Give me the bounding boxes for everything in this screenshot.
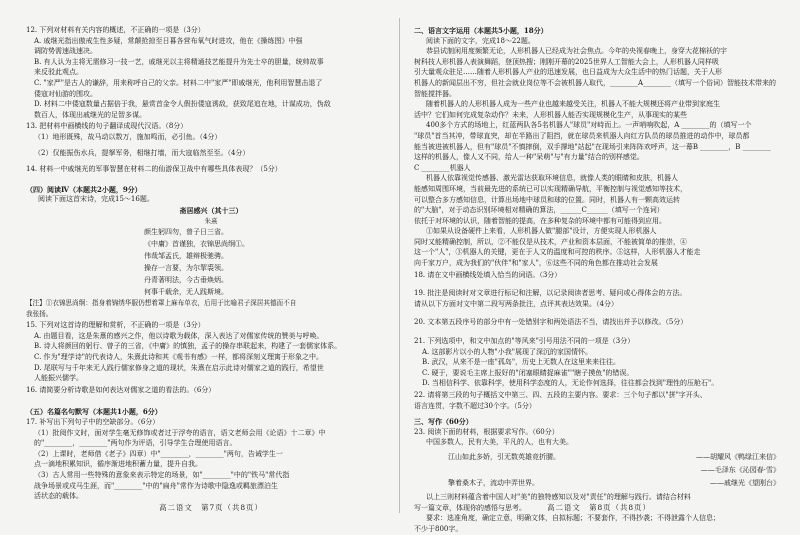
page-footer-right: 高二语文 第8页（共8页）: [547, 503, 651, 512]
q17-item-3: （3）古人常用一些特殊的意象来表示特定的场景，如"________"中的"铁马"常代指: [34, 471, 290, 479]
page-footer-left: 高二语文 第7页（共8页）: [159, 503, 263, 512]
passage-line: "球员"首当其冲，带球直突，却在半路出了阻挡，就在球员来机器人向红方队员的球员推进的动作中，球员都: [414, 131, 750, 140]
poem-line: 丹青著明法，今古垂焕炳。: [144, 276, 228, 285]
section-3-heading: 三、写作（60分）: [414, 417, 473, 427]
q12-option-a: A. 戚继光指出傲戒生性多疑，常颠抢掠至日暮各营布氧气时进攻，他在《操练图》中强: [34, 36, 303, 45]
q12-option-d-cont: 数百人，体现出戚继光的足智多谋。: [34, 110, 146, 119]
passage-line: 400多个方式的场地上，红蓝两队各5名机器人"球员"对峙而上。一声哨响吹起，A ________的（填写一个: [426, 121, 752, 130]
material-quote: [414, 451, 784, 464]
quote-source: ——胡耀风《鸭绿江来信》: [696, 452, 780, 461]
q15-option-d: D. 尾联写与千年来无人践行儒家修身之道的现状，朱熹在启示此诗对儒家之道的践行，希望世: [34, 363, 324, 372]
q21-option-b: B. 武汉，从来不是一座"孤岛"，历史上无数人在这里来来往往。: [422, 358, 621, 367]
section-2-heading: 二、语言文字运用（本题共5小题，18分）: [414, 26, 548, 35]
q12-option-b-cont: 来反驳此观点。: [34, 68, 83, 77]
q21-option-c: C. 硬于，要说毛主席上报好的"闭塞眼睛捉麻雀""瞎子摸鱼"的错误。: [422, 368, 634, 377]
q15-option-a: A. 由题目看，这是朱熹的感兴之作，他以诗歌为载体，深入表达了对儒家传统的赞美与呼唤。: [34, 331, 324, 340]
q13-sentence-1: （1）地形既殊，故马动以数万，施加鸣而，必引鱼。（4分）: [34, 132, 222, 141]
q13-sentence-2: （2）仅能振伤水兵，提拏军务，相继打墙，而大寇临然至至。（4分）: [34, 148, 250, 157]
q21-option-d: D. 当相信科学、依靠科学，使用科学态度的人，无论作何选择，往往都会找到"理性的压舱石"。: [422, 379, 719, 388]
passage-line: 恭县试制闲用度频繁无论，人形机器人已经成为社会焦点。今年的央视春晚上，身穿大花棉袄的宇: [426, 47, 727, 56]
quote-source: ——戚继光《望刚台》: [710, 478, 780, 487]
poem-line: 颜生躬四勿，曾子日三省。: [144, 228, 228, 237]
q12-option-a-cont: 调防势需速战速决。: [34, 47, 97, 56]
material-quote: [414, 464, 784, 477]
passage-line: 树科技人形机器人表演舞蹈，登顶热搜；刚刚开幕的2025世界人工智能大会上，人形机器人同样吸: [414, 57, 719, 66]
passage-line: 这一个"人"，③机器人的关键，更在于人文的温度和可控的秩序。⑤这样，人形机器人才能走: [414, 248, 701, 257]
q12-stem: 12. 下列对材料有关内容的概述，不正确的一项是（3分）: [26, 26, 205, 34]
q17-item-3-cont: 战争场景或戍马生涯，而"________"中的"扁舟"常作为诗歌中隐逸或羁旅漂泊生: [34, 481, 278, 490]
poem-note-cont: 我张扬。: [26, 309, 53, 318]
q19-stem-cont: 请从以下方面对文中第二段写两条批注，点评其表达效果。（4分）: [414, 299, 618, 308]
left-page: [26, 26, 396, 503]
q17-item-2-cont: 点一滴地积累知识，循序渐进地积蓄力量，提升自我。: [34, 460, 202, 469]
right-page: [414, 26, 784, 535]
q16-stem: 16. 请简要分析诗歌是如何表达对儒家之道的看法的。（6分）: [26, 385, 216, 394]
poem-line: 操存一言要，为尔挈裘领。: [144, 264, 228, 273]
section-4-heading: （四）阅读Ⅳ（本题共2小题，9分）: [26, 184, 142, 194]
q21-stem: 21. 下列选项中，和文中加点的"等风来"引号用法不同的一项是（3分）: [414, 337, 635, 346]
writing-requirements-cont: 不少于800字。: [414, 524, 463, 533]
passage-line: 随着机器人的人形机器人成为一些产业也越来越受关注，机器人不能大规模还将产业带到家庭生: [426, 100, 720, 109]
writing-requirements: 要求：选准角度，确定立意，明确文体，自拟标题；不要套作，不得抄袭；不得泄露个人信息；: [426, 514, 720, 523]
q22-stem-cont: 语言连贯，字数不超过30个字。（5分）: [414, 401, 536, 410]
passage-line: C ________机器人: [414, 163, 471, 172]
poem-line: 伟哉邹孟氏，雄辩极驰骋。: [144, 252, 228, 261]
q18-stem: 18. 请在文中画横线处填入恰当的词语。（3分）: [414, 270, 562, 279]
q17-item-1: （1）批阅作文时，面对学生毫无修饰或者过于浮夸的语言，语文老师会用《论语》十二章》中: [34, 428, 326, 437]
q17-item-1-cont: 的"________，________"两句作为评语，引导学生合理使用语言。: [34, 439, 237, 448]
passage-line: 机器人依靠视觉传感器、激光雷达获取环境信息，就像人类的眼睛和皮肤，机器人: [426, 174, 678, 183]
passage-line: 的"大脑"，对于动态识别环境相对精确的算法，______C______（填写一个连词）: [414, 206, 664, 215]
passage-line: 能当被进被机器人，但有"球员"不慎摔倒，双手撑地"站起"在现场引来阵阵欢呼声，这一幕B ________，B ________: [414, 142, 771, 151]
material-quotes: [414, 451, 784, 490]
q23-stem: 23. 阅读下面的材料，根据要求写作。（60分）: [414, 427, 559, 436]
section-5-heading: （五）名篇名句默写（本题共1小题，6分）: [26, 407, 162, 417]
poem-body: [26, 227, 396, 298]
writing-prompt: 以上三则材料蕴含着中国人对"美"的独特感知以及对"责任"的理解与践行。请结合材料: [426, 492, 691, 501]
passage-line: 能感知周围环境，当前最先进的系统已可以实现精确导航，平衡控制与视觉感知等技术，: [414, 184, 687, 193]
q15-option-d-cont: 人能振兴儒学。: [34, 374, 83, 383]
material-intro: 中国多数人，民有大美，平凡的人，也有大美。: [426, 438, 573, 447]
q22-stem: 22. 请将第三段的句子概括文中第三、四、五段的主要内容。要求：三个句子都以"拼"字开头、: [414, 391, 707, 399]
q14-stem: 14. 材料一中戚继光的军事智慧在材料二的仙游保卫战中有哪些具体表现？（5分）: [26, 165, 282, 174]
q17-item-2: （2）上课时，老师借《老子》四章）中"________，________"两句，告诫学生一: [34, 449, 283, 458]
page-divider: [399, 18, 400, 513]
passage-line: 这样的机器人，像人又不同，给人一种"呆萌"与"有力量"结合的别样感觉。: [414, 153, 644, 162]
poem-line: 《中庸》首谨独，衣锦思尚䌹①。: [144, 240, 249, 249]
q17-stem: 17. 补写出下列句子中的空缺部分。（6分）: [26, 418, 160, 427]
passage-line: 向千家万户，成为我们的"伙伴"和"家人"，⑥这些不同的角色都在推动社会发展: [414, 259, 658, 268]
passage-line: 智能搅拌器。: [414, 89, 456, 98]
passage-line: 可以整合多方感知信息，计算出场地中球员和球的位置。同时，机器人有一颗高效运转: [414, 195, 680, 204]
passage-line: 活中？它们如何完成复杂动作？未来，人形机器人能否实现规模化生产，从事现实的某些: [414, 110, 687, 119]
passage-line: 同时又能精确控制，所以，②不能仅是从技术，产业和资本层面，不能被简单的推崇，④: [414, 237, 687, 246]
q20-stem: 20. 文本第五段序号的部分中有一处错别字和两处语法不当，请找出并予以修改。（5分）: [414, 318, 688, 327]
q13-stem: 13. 把材料中画横线的句子翻译成现代汉语。（8分）: [26, 122, 188, 131]
section-2-instruction: 阅读下面的文字，完成18～22题。: [426, 36, 535, 45]
q15-option-c: C. 作为"理学诗"的代表诗人，朱熹此诗和其《观书有感》一样，都将深刻义理寓于形象之中。: [34, 353, 323, 362]
q19-stem: 19. 批注是阅读时对文章进行标记和注解，以记录阅读者思考、疑问或心得体会的方法。: [414, 289, 687, 298]
writing-prompt-cont: 写一篇文章，体现你的感悟与思考。: [414, 503, 526, 512]
quote-source: ——毛泽东《沁园春·雪》: [700, 465, 780, 474]
poem-author: 朱熹: [204, 216, 218, 225]
q12-option-c: C. "家严"是古人的谦辞，用来称呼自己的父亲。材料二中"家严"即戚继光，他利用智慧击退了: [34, 78, 323, 87]
quote-text: 擎着桑木子，流动中弄世界。: [448, 478, 539, 487]
section-4-instruction: 阅读下面这首宋诗，完成15～16题。: [38, 195, 154, 204]
q21-option-a: A. 这部影片以小的人物"小我"展现了深沉的家国情怀。: [422, 347, 592, 356]
passage-line: ①如果从设备硬件上来看，人形机器人做"腿部"设计，方便实现人形机器人: [426, 227, 657, 236]
q12-option-d: D. 材料二中倭寇数量占据倍于我，悬赏首金令人假扮倭寇诱敌，获致尾追在地，计谋成功，伪敌: [34, 100, 331, 109]
q12-option-c-cont: 倭寇对仙游的围攻。: [34, 89, 97, 98]
q15-option-b: B. 诗人将颜回的躬行、曾子的三省，《中庸》的慎独，孟子的操存串联起来，构建了一套儒家体系。: [34, 342, 342, 351]
passage-line: 引大量观众驻足……随着人形机器人产业的迅速发展，也日益成为大众生活中的热门话题，关于人形: [414, 68, 722, 77]
passage-line: 依托于对环境的认识，随着智能的提高，在多种复杂的环境中都有可能得到应用。: [414, 216, 666, 225]
q15-stem: 15. 下列对这首诗的理解和赏析，不正确的一项是（3分）: [26, 321, 205, 330]
quote-text: 江山如此多娇，引无数英雄竞折腰。: [448, 452, 560, 461]
q12-option-b: B. 有人认为主将无需修习一技一艺，戚继光以主将精通技艺能提升为先士卒的胆量，统帅故事: [34, 57, 324, 66]
poem-note: 【注】①衣锦思尚䌹：指身着锦绣华服仍想着罩上麻布单衣，后用于比喻君子深居其德而不自: [26, 299, 297, 308]
material-quote: [414, 477, 784, 490]
passage-line: 机器人的新闻层出不穷，但社会就业岗位等不会被机器人取代，________A________（填写一个俗词）智能技术带来的: [414, 78, 777, 87]
poem-line: 何事千载余，无人践斯境。: [144, 288, 228, 297]
poem-title: 斋居感兴（其十三）: [179, 205, 243, 215]
q17-item-3-cont2: 活状态的载体。: [34, 492, 83, 501]
